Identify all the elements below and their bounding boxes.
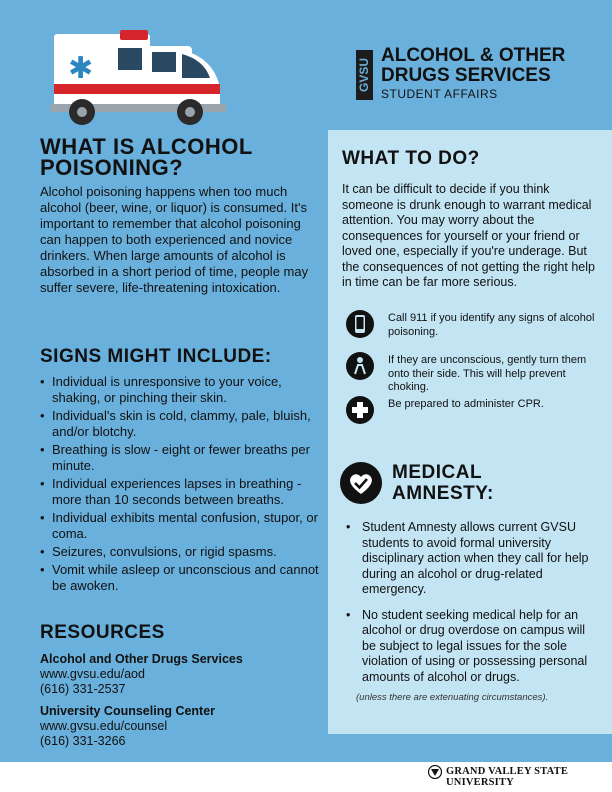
plus-icon xyxy=(346,396,374,424)
step-text: Call 911 if you identify any signs of alcohol poisoning. xyxy=(388,312,595,338)
amnesty-note: (unless there are extenuating circumstances). xyxy=(356,692,549,703)
amnesty-item: • No student seeking medical help for an alcohol or drug overdose on campus will be subject to legal issues for the sole violation of using or possessing personal amounts of alcohol or drugs. xyxy=(344,608,594,686)
resource-aod xyxy=(40,652,320,697)
heart-check-icon xyxy=(340,462,382,504)
brand-line-1: ALCOHOL & OTHER xyxy=(381,45,566,66)
phone-icon xyxy=(346,310,374,338)
footer-university: GRAND VALLEY STATE UNIVERSITY xyxy=(446,766,569,788)
brand-line-3: STUDENT AFFAIRS xyxy=(381,87,498,101)
resource-url[interactable]: www.gvsu.edu/counsel xyxy=(40,719,168,733)
amnesty-list xyxy=(344,520,594,695)
what-is-title xyxy=(40,136,320,178)
sign-item: • Individual exhibits mental confusion, stupor, or coma. xyxy=(40,510,322,542)
what-is-title-line-2: POISONING? xyxy=(40,155,184,180)
brand-badge-text: GVSU xyxy=(357,58,371,93)
signs-list xyxy=(40,374,322,596)
step-text: Be prepared to administer CPR. xyxy=(388,398,544,410)
what-is-paragraph: Alcohol poisoning happens when too much alcohol (beer, wine, or liquor) is consumed. It's important to remember that alcohol poisoning can happen to both experienced and novice drinkers. When large amounts of alcohol is absorbed in a short period of time, people may suffer severe, life-threatening intoxication. xyxy=(40,184,309,295)
what-to-do-paragraph: It can be difficult to decide if you think someone is drunk enough to warrant medical attention. You may worry about the consequences for yourself or your friend or loved one, especially if you're underage. But the consequences of not getting the right help in time can be far more serious. xyxy=(342,182,595,289)
sign-item: • Individual's skin is cold, clammy, pale, bluish, and/or blotchy. xyxy=(40,408,322,440)
sign-item: • Breathing is slow - eight or fewer breaths per minute. xyxy=(40,442,322,474)
resources-title: RESOURCES xyxy=(40,622,165,643)
sign-item: • Seizures, convulsions, or rigid spasms. xyxy=(40,544,322,560)
resource-name: University Counseling Center xyxy=(40,704,216,718)
resource-counseling xyxy=(40,704,320,749)
signs-title: SIGNS MIGHT INCLUDE: xyxy=(40,346,272,367)
resource-url[interactable]: www.gvsu.edu/aod xyxy=(40,667,145,681)
resource-phone: (616) 331-2537 xyxy=(40,682,126,696)
amnesty-title xyxy=(392,462,494,504)
brand-line-2: DRUGS SERVICES xyxy=(381,65,551,86)
sign-item: • Individual is unresponsive to your voice, shaking, or pinching their skin. xyxy=(40,374,322,406)
svg-text:✱: ✱ xyxy=(68,51,94,86)
amnesty-title-line-1: MEDICAL xyxy=(392,462,483,483)
brand-badge xyxy=(356,50,373,100)
what-is-title-line-1: WHAT IS ALCOHOL xyxy=(40,134,253,159)
gvsu-logo-icon xyxy=(428,765,442,779)
resource-name: Alcohol and Other Drugs Services xyxy=(40,652,243,666)
brand-block xyxy=(381,46,607,102)
what-to-do-title: WHAT TO DO? xyxy=(342,148,480,169)
person-icon xyxy=(346,352,374,380)
sign-item: • Individual experiences lapses in breathing - more than 10 seconds between breaths. xyxy=(40,476,322,508)
resource-phone: (616) 331-3266 xyxy=(40,734,126,748)
sign-item: • Vomit while asleep or unconscious and cannot be awoken. xyxy=(40,562,322,594)
step-text: If they are unconscious, gently turn them onto their side. This will help prevent choking. xyxy=(388,354,587,393)
amnesty-item: • Student Amnesty allows current GVSU students to avoid formal university disciplinary action when they call for help during an alcohol or drug-related emergency. xyxy=(344,520,594,598)
ambulance-icon xyxy=(48,28,230,128)
amnesty-title-line-2: AMNESTY: xyxy=(392,483,494,504)
what-is-section xyxy=(40,136,320,178)
